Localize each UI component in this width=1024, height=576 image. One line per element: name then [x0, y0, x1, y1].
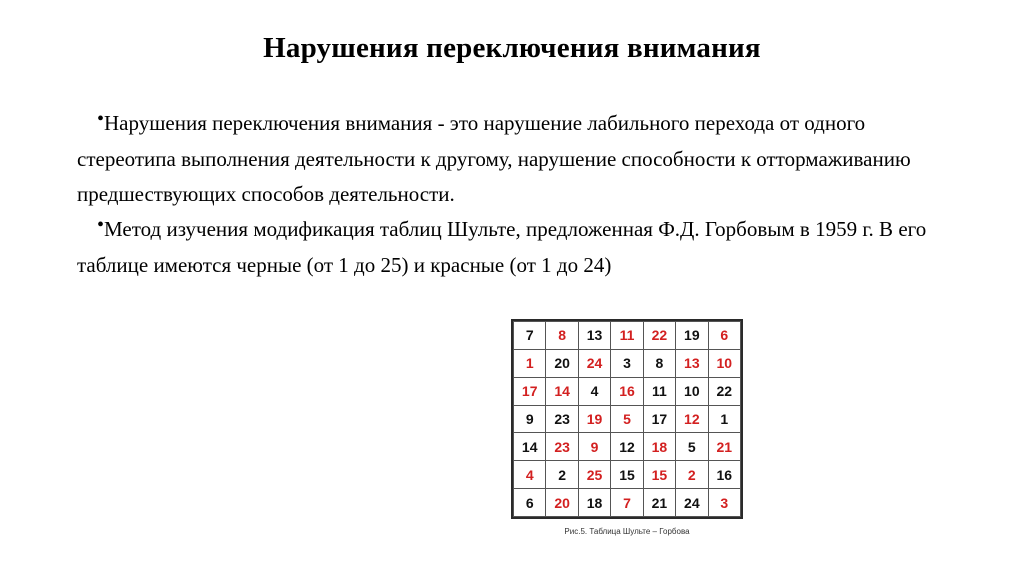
figure-caption: Рис.5. Таблица Шульте – Горбова: [564, 527, 690, 536]
grid-row: [514, 405, 741, 433]
grid-row: [514, 489, 741, 517]
grid-cell: 22: [643, 322, 675, 350]
grid-cell: 16: [611, 377, 643, 405]
grid-cell: 23: [546, 405, 578, 433]
grid-cell: 11: [611, 322, 643, 350]
bullet-paragraph-1: [77, 106, 957, 212]
grid-cell: 21: [708, 433, 740, 461]
grid-cell: 3: [708, 489, 740, 517]
grid-cell: 13: [578, 322, 610, 350]
grid-cell: 1: [514, 349, 546, 377]
schulte-gorbov-table: [511, 319, 743, 519]
grid-cell: 14: [546, 377, 578, 405]
grid-cell: 23: [546, 433, 578, 461]
grid-cell: 16: [708, 461, 740, 489]
grid-cell: 2: [676, 461, 708, 489]
grid-cell: 9: [514, 405, 546, 433]
grid-cell: 10: [708, 349, 740, 377]
bullet-paragraph-2: [77, 212, 957, 283]
grid-cell: 6: [708, 322, 740, 350]
grid-cell: 4: [578, 377, 610, 405]
bullet-text-1: Нарушения переключения внимания - это нарушение лабильного перехода от одного стереотипа выполнения деятельности к другому, нарушение способности к оттормаживанию предшествующих способов деятельности.: [77, 111, 911, 206]
grid-cell: 19: [676, 322, 708, 350]
grid-cell: 8: [546, 322, 578, 350]
grid-cell: 1: [708, 405, 740, 433]
grid-cell: 15: [611, 461, 643, 489]
bullet-marker: •: [97, 214, 105, 236]
grid-cell: 5: [611, 405, 643, 433]
grid-cell: 12: [611, 433, 643, 461]
grid-cell: 15: [643, 461, 675, 489]
grid-cell: 13: [676, 349, 708, 377]
grid-cell: 18: [643, 433, 675, 461]
grid-cell: 2: [546, 461, 578, 489]
grid-cell: 7: [611, 489, 643, 517]
grid-cell: 11: [643, 377, 675, 405]
grid-cell: 4: [514, 461, 546, 489]
number-grid: [513, 321, 741, 517]
grid-cell: 7: [514, 322, 546, 350]
bullet-text-2: Метод изучения модификация таблиц Шульте, предложенная Ф.Д. Горбовым в 1959 г. В его таблице имеются черные (от 1 до 25) и красные (от 1 до 24): [77, 217, 927, 277]
grid-cell: 19: [578, 405, 610, 433]
grid-row: [514, 461, 741, 489]
grid-row: [514, 377, 741, 405]
grid-cell: 10: [676, 377, 708, 405]
grid-cell: 21: [643, 489, 675, 517]
slide-title: Нарушения переключения внимания: [263, 32, 761, 64]
grid-cell: 17: [514, 377, 546, 405]
bullet-marker: •: [97, 108, 105, 130]
grid-row: [514, 433, 741, 461]
grid-cell: 12: [676, 405, 708, 433]
grid-cell: 20: [546, 349, 578, 377]
grid-cell: 3: [611, 349, 643, 377]
grid-cell: 17: [643, 405, 675, 433]
grid-cell: 6: [514, 489, 546, 517]
slide-body: [77, 106, 957, 283]
grid-cell: 18: [578, 489, 610, 517]
grid-cell: 8: [643, 349, 675, 377]
grid-cell: 14: [514, 433, 546, 461]
grid-cell: 20: [546, 489, 578, 517]
grid-cell: 25: [578, 461, 610, 489]
grid-row: [514, 349, 741, 377]
grid-cell: 24: [578, 349, 610, 377]
grid-cell: 24: [676, 489, 708, 517]
grid-cell: 9: [578, 433, 610, 461]
grid-row: [514, 322, 741, 350]
grid-cell: 5: [676, 433, 708, 461]
grid-cell: 22: [708, 377, 740, 405]
